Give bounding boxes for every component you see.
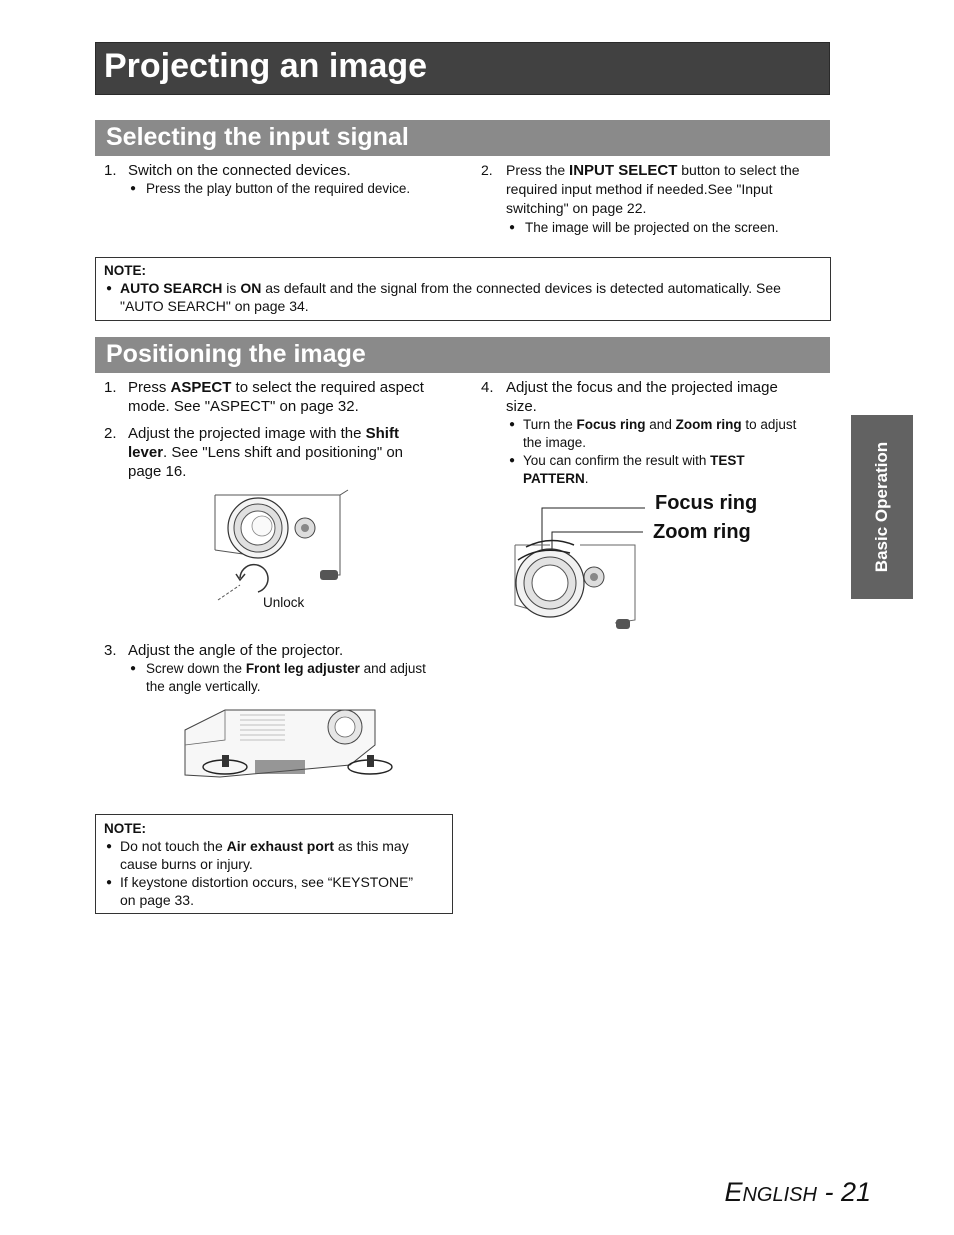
position-step-4-bullet-2: ● You can confirm the result with TEST PATTERN.	[509, 453, 745, 486]
lens-shift-illustration	[210, 490, 355, 605]
page-title-bar	[95, 42, 830, 95]
section-heading-input: Selecting the input signal	[106, 123, 409, 151]
position-step-3-bullet: ● Screw down the Front leg adjuster and adjust the angle vertically.	[130, 661, 426, 694]
bullet-dot: ●	[130, 663, 137, 674]
note-box-input: NOTE: ● AUTO SEARCH is ON as default and the signal from the connected devices is detected automatically. See "AUTO SEARCH" on page 34.	[95, 257, 831, 321]
section-heading-position: Positioning the image	[106, 340, 366, 368]
bullet-dot: ●	[106, 877, 113, 888]
bullet-dot: ●	[106, 841, 113, 852]
side-tab-label: Basic Operation	[872, 441, 891, 573]
note-heading: NOTE:	[104, 263, 146, 278]
input-step-1-bullet: ● Press the play button of the required device.	[130, 181, 411, 196]
unlock-label: Unlock	[263, 595, 305, 610]
bullet-dot: ●	[106, 283, 113, 294]
front-leg-illustration	[180, 705, 395, 785]
position-step-4-bullet-1: ● Turn the Focus ring and Zoom ring to adjust the image.	[509, 417, 797, 450]
bullet-dot: ●	[509, 455, 516, 466]
section-heading-bar-position	[95, 337, 830, 373]
focus-zoom-illustration	[510, 505, 645, 635]
section-heading-bar-input	[95, 120, 830, 156]
bullet-dot: ●	[130, 183, 137, 194]
page-number: 21	[840, 1177, 871, 1207]
position-step-4: 4. Adjust the focus and the projected image size.	[481, 379, 778, 415]
bullet-dot: ●	[509, 419, 516, 430]
side-tab-basic-operation	[851, 415, 913, 599]
zoom-ring-label: Zoom ring	[653, 521, 751, 543]
input-step-1: 1. Switch on the connected devices.	[104, 162, 351, 179]
page-title: Projecting an image	[104, 47, 428, 85]
bullet-dot: ●	[509, 222, 516, 233]
note-heading: NOTE:	[104, 821, 146, 836]
input-step-2-bullet: ● The image will be projected on the screen.	[509, 220, 779, 235]
page-footer: ENGLISH - 21	[724, 1177, 871, 1207]
position-step-1: 1. Press ASPECT to select the required aspect mode. See "ASPECT" on page 32.	[104, 379, 424, 415]
note-box-position: NOTE: ● Do not touch the Air exhaust port as this may cause burns or injury. ● If keystone distortion occurs, see “KEYSTONE” on page 33.	[95, 814, 453, 914]
position-step-3: 3. Adjust the angle of the projector.	[104, 642, 344, 659]
focus-ring-label: Focus ring	[655, 492, 758, 514]
position-step-2: 2. Adjust the projected image with the Shift lever. See "Lens shift and positioning" on page 16.	[104, 425, 404, 480]
